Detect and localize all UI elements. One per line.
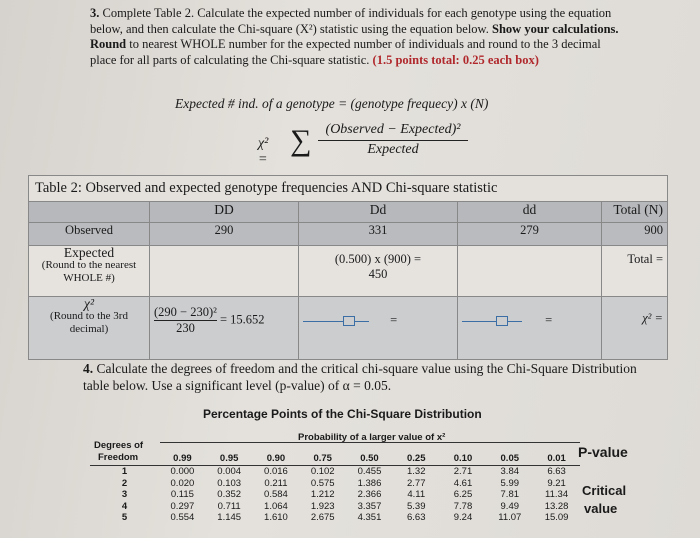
critical-value-cell: 0.004 — [217, 466, 242, 478]
observed-row — [29, 223, 668, 246]
expected-dd-mixed-cell — [299, 246, 458, 297]
probability-column-header: 0.25 — [393, 452, 440, 466]
critical-value-cell: 4.11 — [407, 489, 426, 501]
critical-value-cell: 0.575 — [310, 477, 335, 489]
numerator-blank[interactable] — [355, 321, 369, 322]
points-note: (1.5 points total: 0.25 each box) — [372, 52, 539, 67]
chi-dd-lower-cell[interactable] — [458, 297, 602, 360]
df-cell: 3 — [121, 489, 128, 501]
chi-note: (Round to the 3rd decimal) — [50, 310, 128, 335]
pvalue-annotation: P-value — [578, 444, 628, 460]
critical-value-cell: 1.32 — [406, 466, 426, 478]
probability-column-header: 0.75 — [299, 452, 346, 466]
header-dd-lower: dd — [458, 202, 602, 223]
critical-value-cell: 13.28 — [544, 500, 569, 512]
observed-dd: 290 — [150, 223, 299, 246]
df-cell: 1 — [121, 466, 128, 478]
critical-value-cell: 1.386 — [357, 477, 382, 489]
critical-value-cell: 3.357 — [357, 500, 382, 512]
chi-dd-mixed-equals: = — [390, 313, 398, 327]
df-cell: 2 — [121, 477, 128, 489]
observed-label: Observed — [29, 223, 150, 246]
critical-value-cell: 0.102 — [310, 466, 335, 478]
df-cell: 5 — [121, 512, 128, 524]
critical-label-line-1: Critical — [582, 483, 627, 498]
chi-total[interactable]: χ² = — [602, 297, 668, 360]
chi-dd-denominator: 230 — [176, 321, 195, 335]
critical-value-cell: 2.675 — [310, 512, 335, 524]
chi-label-cell — [29, 297, 150, 360]
critical-value-cell: 0.016 — [264, 466, 288, 478]
question-text: Complete Table 2. Calculate the expected number of individuals for each genotype using the equation below, and then calculate the Chi-square (X²) statistic using the equation below. — [90, 6, 612, 36]
chi-dd-numerator: (290 − 230)² — [154, 305, 217, 319]
probability-column-header: 0.50 — [346, 452, 393, 466]
observed-total: 900 — [602, 223, 668, 246]
critical-value-cell: 11.07 — [498, 512, 522, 524]
critical-value-cell: 11.34 — [545, 489, 569, 501]
input-box-icon[interactable] — [343, 316, 355, 326]
critical-value-cell: 15.09 — [544, 512, 569, 524]
expected-dd-input[interactable] — [150, 246, 299, 297]
table-row — [90, 478, 580, 490]
expected-dd-mixed-equation: (0.500) x (900) = — [334, 252, 422, 266]
observed-dd-lower: 279 — [458, 223, 602, 246]
table-header-row — [29, 202, 668, 223]
critical-value-cell: 0.115 — [170, 489, 194, 501]
chi-dd-cell — [150, 297, 299, 360]
chi-square-table-title: Percentage Points of the Chi-Square Distribution — [203, 407, 482, 421]
critical-label-line-2: value — [584, 501, 618, 516]
numerator-blank[interactable] — [462, 321, 496, 322]
header-dd-upper: DD — [150, 202, 299, 223]
table-row — [90, 466, 580, 478]
probability-column-header: 0.05 — [486, 452, 533, 466]
chi-dd-lower-equals: = — [545, 313, 553, 327]
probability-column-header: 0.90 — [253, 452, 300, 466]
header-total: Total (N) — [602, 202, 668, 223]
question-number: 4. — [83, 361, 94, 376]
critical-value-cell: 5.99 — [500, 477, 520, 489]
table-row — [90, 489, 580, 501]
table-caption: Table 2: Observed and expected genotype frequencies AND Chi-square statistic — [29, 176, 668, 202]
observed-dd-mixed: 331 — [299, 223, 458, 246]
probability-column-header: 0.95 — [206, 452, 253, 466]
critical-value-cell: 0.352 — [217, 489, 242, 501]
critical-value-cell: 0.297 — [170, 500, 195, 512]
numerator-blank[interactable] — [303, 321, 343, 322]
header-cell-empty — [29, 202, 150, 223]
question-text-continued: to nearest WHOLE number for the expected number of individuals and round to the 3 decimal place for all parts of calculating the Chi-square statistic. — [90, 37, 601, 67]
chi-dd-fraction — [154, 305, 217, 336]
dof-label-line-1: Degrees of — [94, 440, 144, 451]
critical-value-cell: 1.212 — [310, 489, 335, 501]
question-text: Calculate the degrees of freedom and the critical chi-square value using the Chi-Square Distribution table below. Use a significant level (p-value) of α = 0.05. — [83, 361, 637, 393]
fraction-numerator: (Observed − Expected)² — [318, 122, 468, 141]
sigma-symbol: ∑ — [290, 124, 312, 157]
critical-value-cell: 6.25 — [453, 489, 473, 501]
expected-label: Expected — [63, 245, 115, 260]
chi-dd-result: = 15.652 — [220, 312, 265, 327]
critical-value-annotation — [582, 482, 626, 518]
critical-value-cell: 1.923 — [310, 500, 335, 512]
fraction-denominator: Expected — [367, 142, 419, 157]
critical-value-cell: 0.211 — [264, 477, 288, 489]
chi-square-lhs: χ² = — [258, 136, 269, 167]
critical-value-cell: 5.39 — [406, 500, 426, 512]
critical-value-cell: 2.77 — [406, 477, 426, 489]
critical-value-cell: 1.064 — [264, 500, 288, 512]
critical-value-cell: 7.78 — [453, 500, 473, 512]
expected-dd-lower-input[interactable] — [458, 246, 602, 297]
chi-dd-mixed-cell[interactable] — [299, 297, 458, 360]
chi-label: χ² — [84, 296, 94, 311]
critical-value-cell: 9.21 — [547, 477, 566, 489]
critical-value-cell: 6.63 — [547, 466, 566, 478]
input-box-icon[interactable] — [496, 316, 508, 326]
critical-value-cell: 4.61 — [453, 477, 473, 489]
critical-value-cell: 0.554 — [170, 512, 195, 524]
critical-value-cell: 0.711 — [217, 500, 241, 512]
question-number: 3. — [90, 6, 100, 20]
critical-value-cell: 7.81 — [500, 489, 520, 501]
critical-value-cell: 2.71 — [453, 466, 473, 478]
critical-value-cell: 0.584 — [264, 489, 288, 501]
probability-column-header: 0.01 — [533, 452, 580, 466]
numerator-blank[interactable] — [508, 321, 522, 322]
critical-value-cell: 9.49 — [500, 500, 520, 512]
critical-value-cell: 4.351 — [357, 512, 382, 524]
header-dd-mixed: Dd — [299, 202, 458, 223]
question-bold-text: Show your calculations. Round — [90, 21, 619, 51]
expected-equation: Expected # ind. of a genotype = (genotype frequecy) x (N) — [175, 96, 489, 111]
critical-value-cell: 3.84 — [500, 466, 520, 478]
grid-corner — [90, 452, 159, 466]
question-4 — [83, 360, 643, 394]
table-row — [90, 501, 580, 513]
expected-dd-mixed-value: 450 — [368, 267, 388, 281]
critical-value-cell: 0.455 — [357, 466, 382, 478]
probability-column-header: 0.10 — [440, 452, 487, 466]
header-divider — [160, 442, 580, 443]
expected-label-cell — [29, 246, 150, 297]
expected-row — [29, 246, 668, 297]
expected-total[interactable]: Total = — [602, 246, 668, 297]
dof-label-line-2: Freedom — [98, 452, 139, 463]
chi-square-values-grid — [90, 452, 580, 524]
critical-value-cell: 0.020 — [170, 477, 195, 489]
probability-column-header: 0.99 — [159, 452, 206, 466]
critical-value-cell: 2.366 — [357, 489, 382, 501]
expected-note: (Round to the nearest WHOLE #) — [41, 259, 137, 284]
question-3 — [90, 6, 630, 68]
table-2 — [28, 175, 668, 360]
critical-value-cell: 9.24 — [453, 512, 473, 524]
critical-value-cell: 0.000 — [170, 466, 195, 478]
chi-square-fraction — [318, 122, 468, 158]
table-row — [90, 512, 580, 524]
critical-value-cell: 1.610 — [264, 512, 288, 524]
grid-header-row — [90, 452, 580, 466]
chi-square-row — [29, 297, 668, 360]
critical-value-cell: 0.103 — [217, 477, 242, 489]
critical-value-cell: 6.63 — [406, 512, 426, 524]
df-cell: 4 — [121, 500, 128, 512]
probability-label: Probability of a larger value of x² — [298, 432, 446, 443]
critical-value-cell: 1.145 — [217, 512, 242, 524]
